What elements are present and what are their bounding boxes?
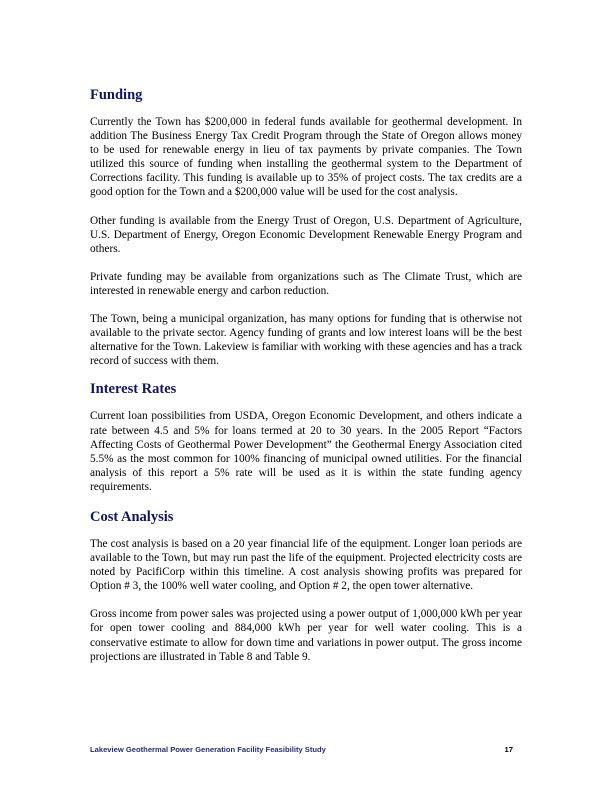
- document-page: [90, 86, 522, 678]
- heading-funding: Funding: [90, 87, 143, 103]
- paragraph: Private funding may be available from organizations such as The Climate Trust, which are interested in renewable energy and carbon reduction.: [90, 270, 522, 297]
- paragraph: Currently the Town has $200,000 in federal funds available for geothermal development. In addition The Business Energy Tax Credit Program through the State of Oregon allows money to be used for renewable energy in lieu of tax payments by private companies. The Town utilized this source of funding when installing the geothermal system to the Department of Corrections facility. This funding is available up to 35% of project costs. The tax credits are a good option for the Town and a $200,000 value will be used for the cost analysis.: [90, 116, 522, 199]
- page-number: 17: [504, 745, 513, 754]
- paragraph: The Town, being a municipal organization, has many options for funding that is otherwise not available to the private sector. Agency funding of grants and low interest loans will be the best alternative for the Town. Lakeview is familiar with working with these agencies and has a track record of success with them.: [90, 313, 522, 368]
- section-funding: [90, 86, 522, 368]
- paragraph: The cost analysis is based on a 20 year financial life of the equipment. Longer loan periods are available to the Town, but may run past the life of the equipment. Projected electricity costs are noted by PacifiCorp within this timeline. A cost analysis showing profits was prepared for Option # 3, the 100% well water cooling, and Option # 2, the open tower alternative.: [90, 537, 522, 593]
- heading-cost-analysis: Cost Analysis: [90, 508, 174, 525]
- paragraph: Current loan possibilities from USDA, Oregon Economic Development, and others indicate a rate between 4.5 and 5% for loans termed at 20 to 30 years. In the 2005 Report “Factors Affecting Costs of Geothermal Power Development” the Geothermal Energy Association cited 5.5% as the most common for 100% financing of municipal owned utilities. For the financial analysis of this report a 5% rate will be used as it is within the state funding agency requirements.: [90, 410, 522, 493]
- paragraph: Other funding is available from the Energy Trust of Oregon, U.S. Department of Agriculture, U.S. Department of Energy, Oregon Economic Development Renewable Energy Program and others.: [90, 214, 522, 255]
- section-cost-analysis: [90, 508, 522, 664]
- heading-interest-rates: Interest Rates: [90, 381, 177, 398]
- paragraph: Gross income from power sales was projected using a power output of 1,000,000 kWh per year for open tower cooling and 884,000 kWh per year for well water cooling. This is a conservative estimate to allow for down time and variations in power output. The gross income projections are illustrated in Table 8 and Table 9.: [90, 608, 522, 663]
- page-footer: [90, 745, 522, 754]
- footer-title: Lakeview Geothermal Power Generation Facility Feasibility Study: [90, 745, 326, 754]
- section-interest-rates: [90, 380, 522, 494]
